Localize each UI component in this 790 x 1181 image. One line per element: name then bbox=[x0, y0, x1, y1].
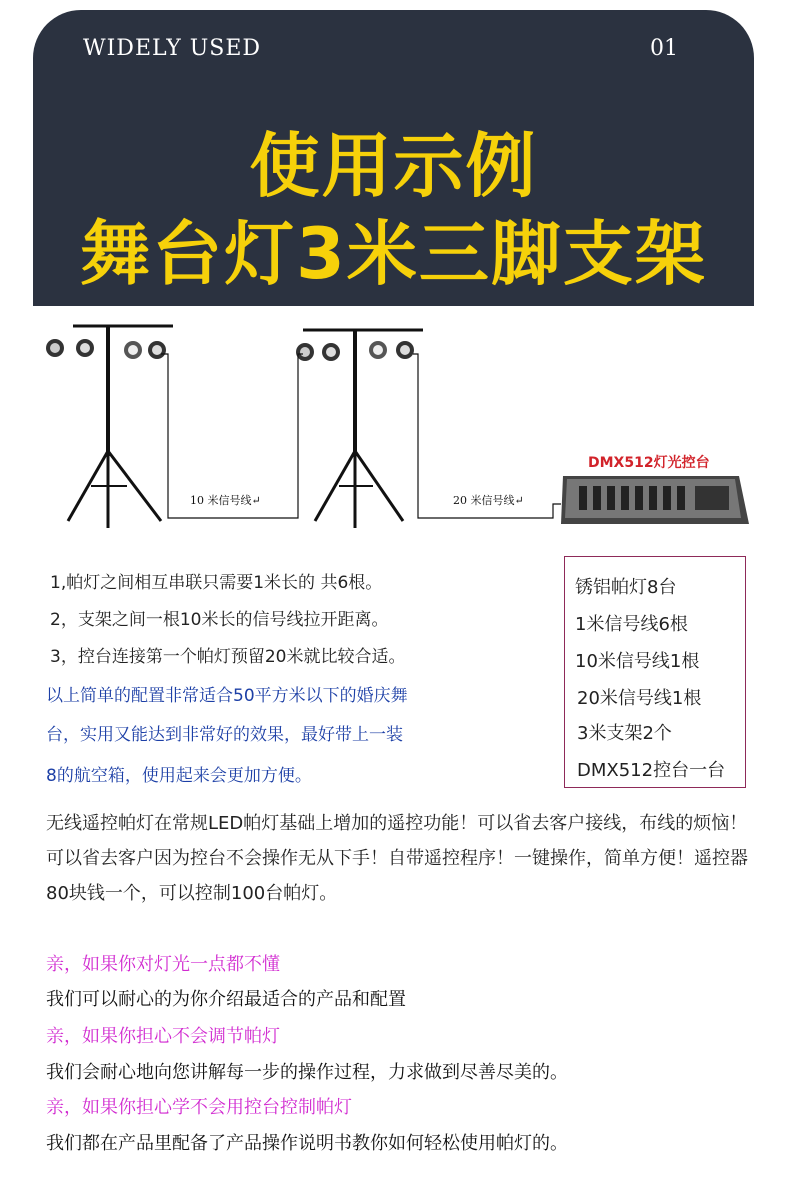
faq-answer: 我们都在产品里配备了产品操作说明书教你如何轻松使用帕灯的。 bbox=[46, 1133, 568, 1154]
remote-description: 无线遥控帕灯在常规LED帕灯基础上增加的遥控功能！可以省去客户接线，布线的烦恼！可以省去客户因为控台不会操作无从下手！自带遥控程序！一键操作，简单方便！遥控器80块钱一个，可以控制100台帕灯。 bbox=[46, 813, 748, 904]
header-banner bbox=[33, 10, 754, 306]
cable-label-20m: 20 米信号线↵ bbox=[453, 494, 524, 507]
recommend-line: 8的航空箱，使用起来会更加方便。 bbox=[46, 766, 312, 786]
config-list-box bbox=[564, 556, 746, 788]
config-item: DMX512控台一台 bbox=[577, 760, 726, 781]
config-item: 锈铝帕灯8台 bbox=[575, 577, 677, 598]
note-line: 2，支架之间一根10米长的信号线拉开距离。 bbox=[50, 610, 389, 630]
config-item: 3米支架2个 bbox=[577, 723, 672, 744]
setup-diagram bbox=[33, 306, 754, 546]
dmx-console bbox=[561, 476, 749, 524]
faq-question: 亲，如果你担心学不会用控台控制帕灯 bbox=[46, 1097, 352, 1118]
config-item: 10米信号线1根 bbox=[575, 651, 700, 672]
recommend-line: 以上简单的配置非常适合50平方米以下的婚庆舞 bbox=[46, 686, 408, 706]
config-item: 20米信号线1根 bbox=[577, 688, 702, 709]
console-label: DMX512灯光控台 bbox=[588, 455, 710, 471]
faq-answer: 我们会耐心地向您讲解每一步的操作过程，力求做到尽善尽美的。 bbox=[46, 1062, 568, 1083]
title-line-1: 使用示例 bbox=[249, 125, 538, 207]
faq-question: 亲，如果你对灯光一点都不懂 bbox=[46, 954, 280, 975]
note-line: 3，控台连接第一个帕灯预留20米就比较合适。 bbox=[50, 647, 406, 667]
recommend-line: 台，实用又能达到非常好的效果，最好带上一装 bbox=[46, 725, 403, 745]
tripod-stand-right bbox=[303, 330, 423, 528]
faq-answer: 我们可以耐心的为你介绍最适合的产品和配置 bbox=[46, 989, 406, 1010]
note-line: 1,帕灯之间相互串联只需要1米长的 共6根。 bbox=[50, 573, 383, 593]
config-item: 1米信号线6根 bbox=[575, 614, 688, 635]
header-left-text: WIDELY USED bbox=[83, 36, 262, 61]
header-page-number: 01 bbox=[650, 36, 678, 61]
cable-label-10m: 10 米信号线↵ bbox=[190, 494, 261, 507]
faq-question: 亲，如果你担心不会调节帕灯 bbox=[46, 1026, 280, 1047]
title-line-2: 舞台灯3米三脚支架 bbox=[80, 213, 707, 295]
